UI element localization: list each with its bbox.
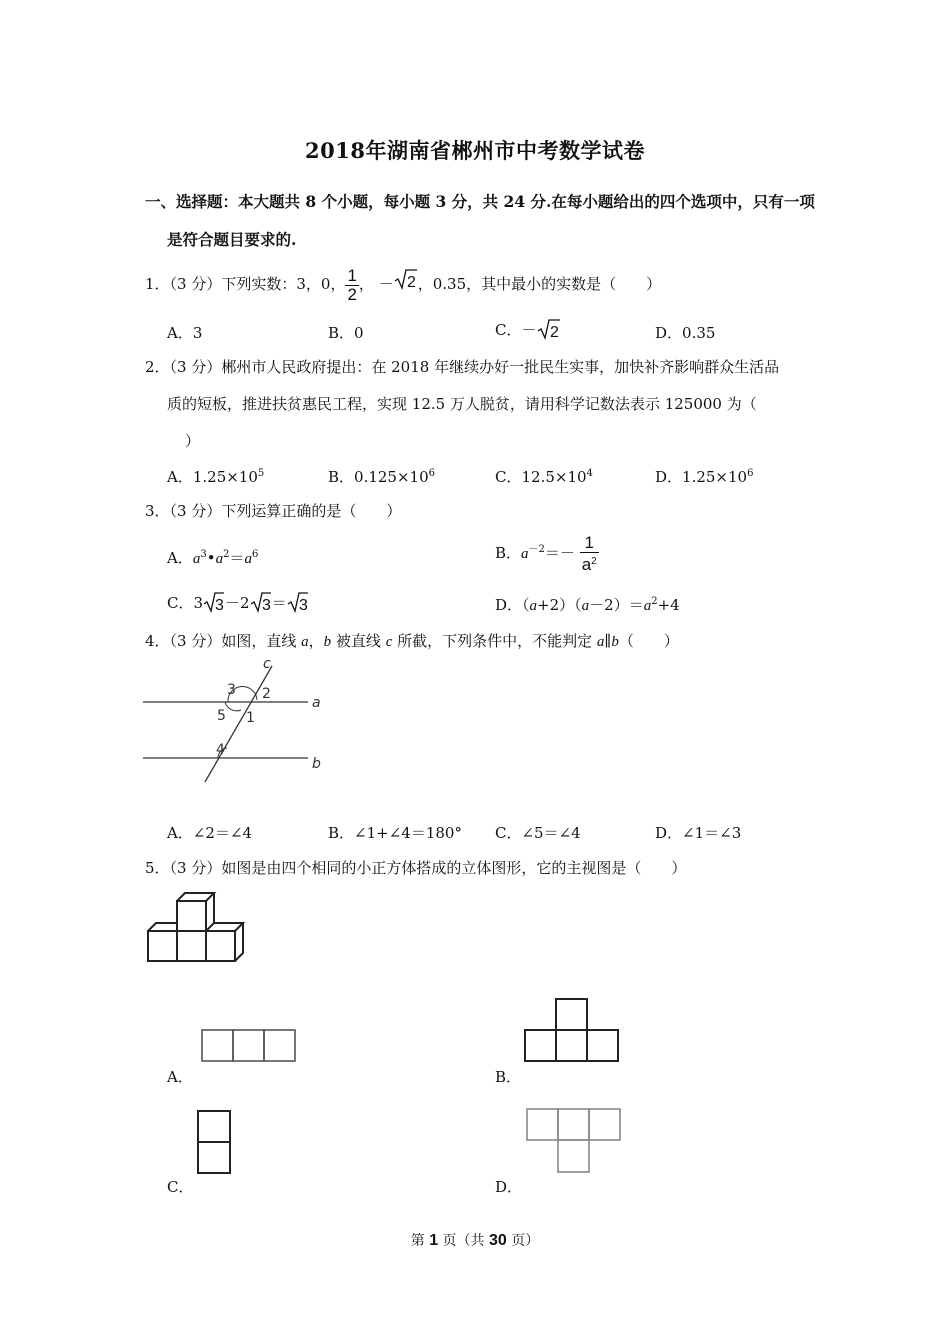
exp: 2	[651, 596, 658, 607]
q3-option-d	[495, 594, 680, 615]
label-3: 3	[227, 682, 236, 698]
sqrt-icon	[250, 591, 272, 617]
q3-option-b	[495, 534, 599, 574]
q2-b-base: B．0.125×10	[328, 468, 429, 486]
q2-d-exp: 6	[747, 468, 754, 479]
label-2: 2	[262, 686, 271, 702]
q3-d-label: D．	[495, 596, 523, 614]
q1-option-c	[495, 318, 561, 344]
angle-arc-bottom	[225, 702, 241, 711]
footer-pre: 第	[410, 1233, 430, 1249]
var-a: a	[215, 551, 224, 567]
question-2-line1: 2．（3 分）郴州市人民政府提出：在 2018 年继续办好一批民生实事，加快补齐影响群众生活品	[145, 358, 780, 376]
coef: 3	[193, 594, 204, 612]
option-c-view	[196, 1108, 234, 1176]
var-a: a	[301, 634, 309, 650]
page-footer	[0, 1230, 950, 1250]
question-1-stem	[145, 265, 661, 304]
exp: －2	[528, 544, 545, 555]
svg-text:3: 3	[215, 597, 224, 613]
q2-b-exp: 6	[428, 468, 435, 479]
expr: +4	[657, 596, 680, 614]
q2-option-c	[495, 466, 593, 487]
q3-b-fraction	[580, 534, 599, 574]
footer-mid: 页（共	[438, 1233, 489, 1249]
section-heading-line2: 是符合题目要求的.	[167, 230, 297, 249]
sqrt-icon	[537, 318, 561, 344]
q2-d-base: D．1.25×10	[655, 468, 748, 486]
q4-stem-pre: 4．（3 分）如图，直线	[145, 632, 302, 650]
question-4-stem	[145, 630, 679, 651]
var-a: a	[596, 634, 605, 650]
total-pages: 30	[489, 1232, 507, 1249]
cube-solid-figure	[142, 885, 252, 967]
q3-a-label: A．	[167, 549, 193, 567]
q4-option-a: A．∠2＝∠4	[167, 824, 253, 842]
var-a: a	[581, 598, 590, 614]
q1-option-b: B．0	[328, 324, 364, 342]
question-5-stem: 5．（3 分）如图是由四个相同的小正方体搭成的立体图形，它的主视图是（ ）	[145, 859, 687, 877]
sqrt-icon	[287, 591, 309, 617]
q2-option-d	[655, 466, 753, 487]
line-c	[205, 666, 272, 782]
question-2-line3: ）	[185, 432, 201, 450]
eq: ＝	[229, 549, 245, 567]
var-b: b	[611, 634, 619, 650]
eq: ＝	[271, 594, 287, 612]
paren: （	[522, 596, 530, 614]
q1-option-c-neg: －	[521, 321, 537, 339]
frac-den	[580, 553, 599, 574]
q5-option-c: C．	[167, 1178, 194, 1196]
den-exp: 2	[591, 556, 597, 567]
var-a: a	[244, 551, 252, 567]
q1-option-c-label: C．	[495, 321, 522, 339]
q1-prefix: 1．（3 分）下列实数：3，0，	[145, 275, 346, 293]
q1-option-d: D．0.35	[655, 324, 716, 342]
q1-frac-num: 1	[347, 265, 357, 285]
exp: 6	[251, 549, 259, 560]
var-a: a	[643, 598, 652, 614]
question-2-line2: 质的短板，推进扶贫惠民工程，实现 12.5 万人脱贫，请用科学记数法表示 125000 为（	[167, 395, 757, 413]
expr: －2）＝	[589, 596, 644, 614]
svg-text:3: 3	[261, 597, 271, 613]
q4-option-c: C．∠5＝∠4	[495, 824, 581, 842]
option-d-view	[525, 1106, 625, 1176]
q2-c-exp: 4	[586, 468, 593, 479]
eq: ＝－	[544, 544, 575, 562]
label-a: a	[312, 695, 321, 711]
var-b: b	[323, 634, 332, 650]
label-b: b	[312, 756, 321, 772]
q4-stem-end: （ ）	[618, 632, 679, 650]
q5-option-d: D．	[495, 1178, 523, 1196]
q4-option-d: D．∠1＝∠3	[655, 824, 742, 842]
page-number: 1	[429, 1232, 439, 1249]
q2-a-base: A．1.25×10	[167, 468, 258, 486]
footer-post: 页）	[506, 1233, 540, 1249]
label-1: 1	[246, 710, 255, 726]
q2-option-b	[328, 466, 435, 487]
section-heading-line1: 一、选择题：本大题共 8 个小题，每小题 3 分，共 24 分.在每小题给出的四个选项中，只有一项	[145, 192, 815, 211]
svg-text:2: 2	[549, 324, 559, 340]
expr: +2）（	[537, 596, 582, 614]
label-4: 4	[216, 742, 225, 758]
q5-option-b: B．	[495, 1068, 522, 1086]
svg-text:2: 2	[406, 274, 416, 290]
q3-c-label: C．	[167, 594, 194, 612]
option-a-view	[200, 1028, 298, 1064]
var-a: a	[529, 598, 538, 614]
q1-fraction	[345, 267, 358, 304]
label-5: 5	[217, 708, 226, 724]
q1-frac-den: 2	[347, 284, 357, 304]
var-a: a	[192, 551, 201, 567]
q4-mid2: 所截，下列条件中，不能判定	[392, 632, 597, 650]
q2-option-a	[167, 466, 264, 487]
q2-a-exp: 5	[257, 468, 265, 479]
comma: ，	[308, 632, 324, 650]
q1-sep: ，	[358, 275, 374, 293]
q5-option-a: A．	[167, 1068, 193, 1086]
question-3-stem: 3．（3 分）下列运算正确的是（ ）	[145, 502, 402, 520]
q3-option-a	[167, 547, 258, 568]
q1-neg: －	[378, 275, 394, 293]
q1-option-a: A．3	[167, 324, 203, 342]
option-b-view	[523, 996, 623, 1064]
sqrt-icon	[394, 266, 418, 304]
sqrt-icon	[203, 591, 225, 617]
q1-suffix: ，0.35，其中最小的实数是（ ）	[417, 275, 662, 293]
q4-mid: 被直线	[331, 632, 386, 650]
op: －2	[225, 594, 250, 612]
parallel-symbol: ∥	[604, 632, 612, 650]
q3-option-c	[167, 591, 309, 617]
den-a: a	[581, 555, 592, 574]
parallel-lines-figure	[140, 652, 340, 784]
q2-c-base: C．12.5×10	[495, 468, 587, 486]
frac-num: 1	[580, 534, 599, 553]
exp: 2	[223, 549, 230, 560]
var-a: a	[521, 546, 529, 562]
q4-option-b: B．∠1+∠4＝180°	[328, 824, 462, 842]
q3-b-label: B．	[495, 544, 522, 562]
exp: 3	[200, 549, 207, 560]
label-c: c	[263, 656, 271, 672]
page-title: 2018年湖南省郴州市中考数学试卷	[305, 138, 645, 163]
svg-text:3: 3	[298, 597, 308, 613]
var-c: c	[385, 634, 393, 650]
dot: •	[206, 549, 216, 567]
